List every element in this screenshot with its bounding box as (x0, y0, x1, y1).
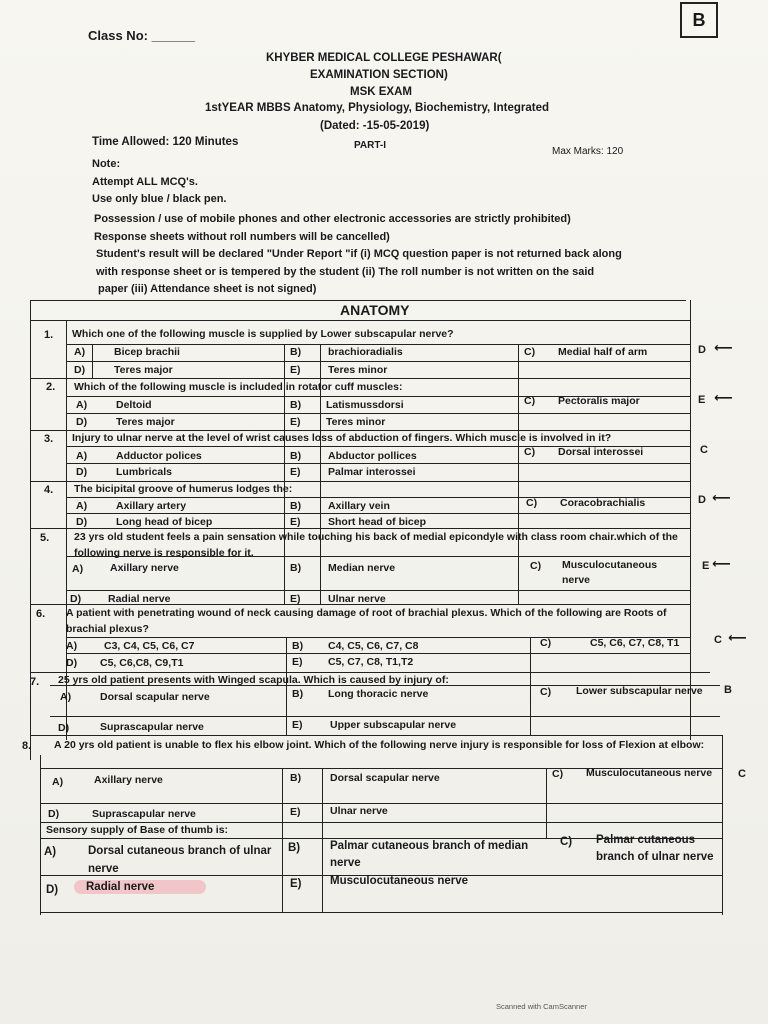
option-b: C4, C5, C6, C7, C8 (328, 640, 419, 652)
note-line: Response sheets without roll numbers will be cancelled) (94, 231, 390, 243)
question-text: A patient with penetrating wound of neck causing damage of root of brachial plexus. Which of the following are Roots of brachial plexus? (66, 607, 667, 635)
option-c: Dorsal interossei (558, 446, 644, 458)
option-rule (66, 463, 690, 464)
tick-mark-icon: ⟵ (712, 556, 731, 571)
option-label: D) (76, 416, 88, 428)
note-line: Note: (92, 158, 121, 170)
option-b: Dorsal scapular nerve (330, 772, 440, 784)
note-line: Use only blue / black pen. (92, 193, 227, 205)
option-label: E) (290, 593, 301, 605)
part-label: PART-I (354, 140, 387, 151)
question-number: 4. (44, 484, 54, 496)
option-e: Ulnar nerve (328, 593, 386, 605)
set-code-box: B (680, 2, 718, 38)
handwritten-answer: E (698, 394, 706, 406)
option-label: C) (540, 686, 552, 698)
option-label: A) (44, 846, 57, 858)
col-rule (92, 344, 93, 378)
option-label: D) (76, 516, 88, 528)
option-label: D) (46, 884, 59, 896)
question-text: A 20 yrs old patient is unable to flex his elbow joint. Which of the following nerve injury is responsible for loss of Flexion at elbow: (54, 739, 705, 751)
option-d: Suprascapular nerve (100, 721, 204, 733)
table-rule (30, 300, 686, 301)
option-d: Teres major (116, 416, 175, 428)
option-label: B) (290, 772, 302, 784)
question-text: Which of the following muscle is included in rotator cuff muscles: (74, 381, 403, 393)
option-label: E) (290, 466, 301, 478)
option-b: brachioradialis (328, 346, 403, 358)
question-number: 8. (22, 740, 32, 752)
option-b: Abductor pollices (328, 450, 417, 462)
option-rule (66, 344, 690, 345)
option-label: E) (292, 719, 303, 731)
option-c: Coracobrachialis (560, 497, 646, 509)
question-number: 7. (30, 676, 40, 688)
option-label: B) (290, 399, 302, 411)
option-label: A) (66, 640, 78, 652)
option-c: Medial half of arm (558, 346, 648, 358)
tick-mark-icon: ⟵ (712, 490, 731, 505)
option-b: Latismussdorsi (326, 399, 404, 411)
option-label: D) (58, 722, 70, 734)
table-rule (30, 735, 722, 736)
time-allowed: Time Allowed: 120 Minutes (92, 136, 239, 148)
scanner-watermark: Scanned with CamScanner (496, 1002, 587, 1011)
option-label: D) (70, 593, 82, 605)
question-number: 1. (44, 329, 54, 341)
section-title: ANATOMY (340, 302, 410, 318)
option-a: Deltoid (116, 399, 152, 411)
option-label: E) (290, 516, 301, 528)
col-rule (322, 768, 323, 912)
option-e: Upper subscapular nerve (330, 719, 457, 731)
option-label: D) (74, 364, 86, 376)
question-text: The bicipital groove of humerus lodges the: (74, 483, 293, 495)
option-a: Axillary artery (116, 500, 187, 512)
option-label: C) (524, 446, 536, 458)
option-rule (66, 413, 690, 414)
option-a: Dorsal scapular nerve (100, 691, 210, 703)
option-label: B) (290, 346, 302, 358)
year-line: 1stYEAR MBBS Anatomy, Physiology, Biochemistry, Integrated (205, 102, 550, 114)
option-rule (50, 716, 720, 717)
option-label: C) (524, 346, 536, 358)
option-c: C5, C6, C7, C8, T1 (590, 637, 680, 649)
question-text: 25 yrs old patient presents with Winged scapula. Which is caused by injury of: (58, 674, 449, 686)
option-rule (40, 803, 722, 804)
option-label: E) (290, 806, 301, 818)
option-label: A) (60, 691, 72, 703)
note-line: paper (iii) Attendance sheet is not signed) (98, 283, 317, 295)
option-label: E) (292, 656, 303, 668)
option-b: Axillary vein (328, 500, 390, 512)
option-label: C) (560, 836, 573, 848)
option-label: A) (52, 776, 64, 788)
option-label: C) (526, 497, 538, 509)
table-border (40, 755, 41, 915)
option-a: Adductor polices (116, 450, 202, 462)
option-label: E) (290, 416, 301, 428)
question-number: 2. (46, 381, 56, 393)
tick-mark-icon: ⟵ (714, 340, 733, 355)
option-label: E) (290, 878, 302, 890)
option-c: Lower subscapular nerve (576, 685, 703, 697)
handwritten-answer: E (702, 560, 710, 572)
option-c: Musculocutaneous nerve (586, 767, 713, 779)
note-line: Possession / use of mobile phones and other electronic accessories are strictly prohibited) (94, 213, 571, 225)
option-label: E) (290, 364, 301, 376)
question-text: Sensory supply of Base of thumb is: (46, 824, 229, 836)
tick-mark-icon: ⟵ (714, 390, 733, 405)
handwritten-answer: C (700, 444, 708, 456)
handwritten-answer: C (738, 768, 746, 780)
option-a: C3, C4, C5, C6, C7 (104, 640, 195, 652)
note-line: Student's result will be declared "Under Report "if (i) MCQ question paper is not returned back along (96, 248, 622, 260)
exam-date: (Dated: -15-05-2019) (320, 120, 430, 132)
question-text: 23 yrs old student feels a pain sensation while touching his back of medial epicondyle with class room chair.which of the following nerve is responsible for it. (74, 531, 678, 559)
option-label: C) (530, 560, 542, 572)
table-rule (30, 320, 690, 321)
option-label: B) (290, 450, 302, 462)
handwritten-answer: D (698, 494, 706, 506)
option-e: Short head of bicep (328, 516, 427, 528)
option-c: Musculocutaneous nerve (562, 559, 658, 586)
option-e: Teres minor (328, 364, 388, 376)
exam-name: MSK EXAM (350, 86, 412, 98)
option-e: Musculocutaneous nerve (330, 875, 469, 887)
tick-mark-icon: ⟵ (728, 630, 747, 645)
handwritten-answer: B (724, 684, 732, 696)
question-number: 5. (40, 532, 50, 544)
option-label: C) (540, 637, 552, 649)
option-label: D) (66, 657, 78, 669)
question-number: 3. (44, 433, 54, 445)
option-c: Palmar cutaneous branch of ulnar nerve (596, 834, 714, 863)
option-d: Teres major (114, 364, 173, 376)
option-rule (66, 590, 690, 591)
table-border (722, 735, 723, 915)
option-d: Lumbricals (116, 466, 173, 478)
option-label: B) (290, 500, 302, 512)
option-label: D) (48, 808, 60, 820)
option-b: Long thoracic nerve (328, 688, 429, 700)
option-rule (66, 513, 690, 514)
option-d: Long head of bicep (116, 516, 213, 528)
table-border (30, 300, 31, 760)
handwritten-answer: D (698, 344, 706, 356)
question-text: Injury to ulnar nerve at the level of wrist causes loss of abduction of fingers. Which muscle is involved in it? (72, 432, 612, 444)
college-name: KHYBER MEDICAL COLLEGE PESHAWAR( (266, 52, 502, 64)
option-label: C) (552, 768, 564, 780)
note-line: with response sheet or is tempered by the student (ii) The roll number is not written on the said (96, 266, 595, 278)
exam-section: EXAMINATION SECTION) (310, 69, 448, 81)
option-b: Median nerve (328, 562, 396, 574)
class-no-label: Class No: ______ (88, 28, 195, 43)
table-rule (40, 912, 722, 913)
option-label: A) (74, 346, 86, 358)
option-d: Radial nerve (86, 881, 155, 893)
max-marks: Max Marks: 120 (552, 146, 624, 157)
option-label: A) (76, 399, 88, 411)
option-a: Dorsal cutaneous branch of ulnar nerve (88, 845, 272, 875)
option-label: B) (292, 688, 304, 700)
question-number: 6. (36, 608, 46, 620)
option-rule (66, 653, 690, 654)
note-line: Attempt ALL MCQ's. (92, 176, 198, 188)
question-text: Which one of the following muscle is supplied by Lower subscapular nerve? (72, 328, 454, 340)
option-d: C5, C6,C8, C9,T1 (100, 657, 184, 669)
option-a: Axillary nerve (94, 774, 163, 786)
option-rule (66, 361, 690, 362)
option-d: Radial nerve (108, 593, 171, 605)
option-e: Palmar interossei (328, 466, 416, 478)
option-b: Palmar cutaneous branch of median nerve (330, 840, 529, 869)
option-label: C) (524, 395, 536, 407)
option-label: D) (76, 466, 88, 478)
option-label: A) (76, 450, 88, 462)
col-rule (282, 768, 283, 912)
option-label: A) (72, 563, 84, 575)
option-a: Bicep brachii (114, 346, 180, 358)
handwritten-answer: C (714, 634, 722, 646)
option-label: B) (292, 640, 304, 652)
option-d: Suprascapular nerve (92, 808, 196, 820)
option-c: Pectoralis major (558, 395, 640, 407)
option-e: C5, C7, C8, T1,T2 (328, 656, 414, 668)
option-label: B) (290, 562, 302, 574)
option-a: Axillary nerve (110, 562, 179, 574)
option-e: Ulnar nerve (330, 805, 388, 817)
option-label: A) (76, 500, 88, 512)
option-e: Teres minor (326, 416, 386, 428)
option-label: B) (288, 842, 301, 854)
